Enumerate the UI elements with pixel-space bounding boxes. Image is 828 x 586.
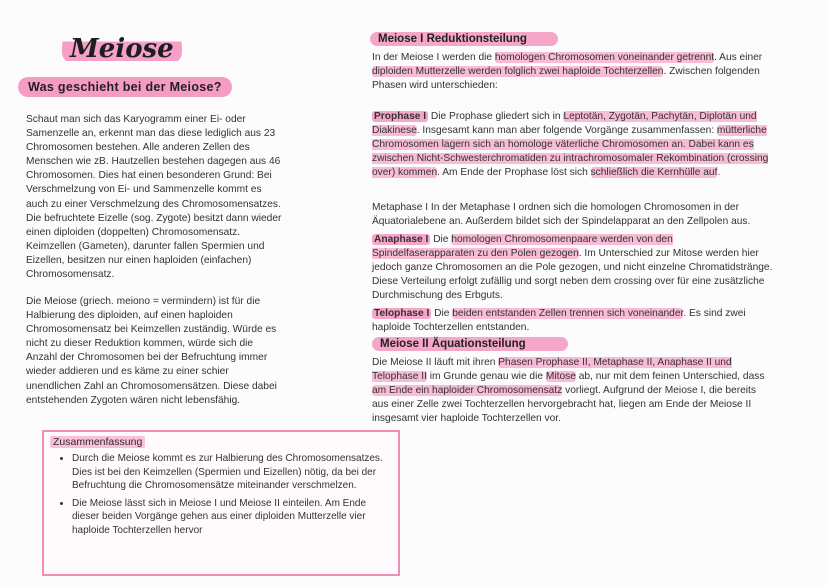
telophase-paragraph: Telophase I Die beiden entstanden Zellen trennen sich voneinander. Es sind zwei haploide Tochterzellen entstanden.	[372, 308, 746, 334]
summary-item: • Durch die Meiose kommt es zur Halbierung des Chromosomensatzes. Dies ist bei den Keimzellen (Spermien und Eizellen) nötig, da bei der Befruchtung die Chromosomensätze miteinander verschmelzen.	[72, 452, 392, 493]
meiose-1-heading: Meiose I Reduktionsteilung	[370, 32, 558, 46]
prophase-paragraph: Prophase I Die Prophase gliedert sich in Leptotän, Zygotän, Pachytän, Diplotän und Diakinese. Insgesamt kann man aber folgende Vorgänge zusammenfassen: mütterliche Chromosomen lagern sich an homologe väterliche Chromosomen an. Dabei kann es zwischen Nicht-Schwesterchromatiden zu intrachromosomaler Rekombination (crossing over) kommen. Am Ende der Prophase löst sich schließlich die Kernhülle auf.	[372, 111, 769, 179]
metaphase-paragraph: Metaphase I In der Metaphase I ordnen sich die homologen Chromosomen in der Äquatorialebene an. Außerdem bildet sich der Spindelapparat an den Zellpolen aus.	[372, 202, 751, 228]
meiosis-definition-paragraph: Die Meiose (griech. meiono = vermindern) ist für die Halbierung des diploiden, auf einen haploiden Chromosomensatz bei Keimzellen zuständig. Würde es nicht zu dieser Reduktion kommen, würde sich die Anzahl der Chromosomen bei der Befruchtung immer wieder addieren und es käme zu einer schier unendlichen Zahl an Chromosomensätzen. Diese dabei entstehenden Zygoten wären nicht lebensfähig.	[26, 296, 277, 406]
telophase-label: Telophase I	[374, 308, 430, 319]
meiose-1-intro: In der Meiose I werden die homologen Chromosomen voneinander getrennt. Aus einer diploiden Mutterzelle werden folglich zwei haploide Tochterzellen. Zwischen folgenden Phasen wird unterschieden:	[372, 52, 763, 92]
anaphase-paragraph: Anaphase I Die homologen Chromosomenpaare werden von den Spindelfaserapparaten zu den Polen gezogen. Im Unterschied zur Mitose werden hier jedoch ganze Chromosomen an die Pole gezogen, und nicht einzelne Chromatidstränge. Diese Verteilung erfolgt zufällig und sorgt neben dem crossing over für eine zusätzliche Durchmischung des Erbguts.	[372, 234, 773, 302]
summary-box	[42, 430, 400, 576]
prophase-label: Prophase I	[374, 111, 427, 122]
summary-list	[54, 452, 392, 542]
summary-item: • Die Meiose lässt sich in Meiose I und Meiose II einteilen. Am Ende dieser beiden Vorgänge gehen aus einer diploiden Mutterzelle vier haploide Tochterzellen hervor	[72, 497, 392, 538]
meiose-2-heading: Meiose II Äquationsteilung	[372, 337, 568, 351]
section-heading-question: Was geschieht bei der Meiose?	[18, 77, 232, 97]
intro-paragraph: Schaut man sich das Karyogramm einer Ei- oder Samenzelle an, erkennt man das diese lediglich aus 23 Chromosomen bestehen. Alle anderen Zellen des Menschen wie zB. Hautzellen bestehen dagegen aus 46 Chromosomen. Dies hat einen besonderen Grund: Bei Verschmelzung von Ei- und Sammenzelle kommt es auch zu einer Verschmelzung des Chromosomensatzes. Die befruchtete Eizelle (sog. Zygote) besitzt dann wieder einen diploiden (doppelten) Chromosomensatz. Keimzellen (Gameten), darunter fallen Spermien und Eizellen, besitzen nur einen haploiden (einfachen) Chromosomensatz.	[26, 114, 282, 281]
summary-title: Zusammenfassung	[50, 436, 145, 448]
meiose-2-paragraph: Die Meiose II läuft mit ihren Phasen Prophase II, Metaphase II, Anaphase II und Telophase II im Grunde genau wie die Mitose ab, nur mit dem feinen Unterschied, dass am Ende ein haploider Chromosomensatz vorliegt. Aufgrund der Meiose I, die bereits aus einer Zelle zwei Tochterzellen hervorgebracht hat, liegen am Ende der Meiose II insgesamt vier haploide Tochterzellen vor.	[372, 357, 765, 425]
anaphase-label: Anaphase I	[374, 234, 429, 245]
page-title: Meiose	[62, 34, 182, 64]
